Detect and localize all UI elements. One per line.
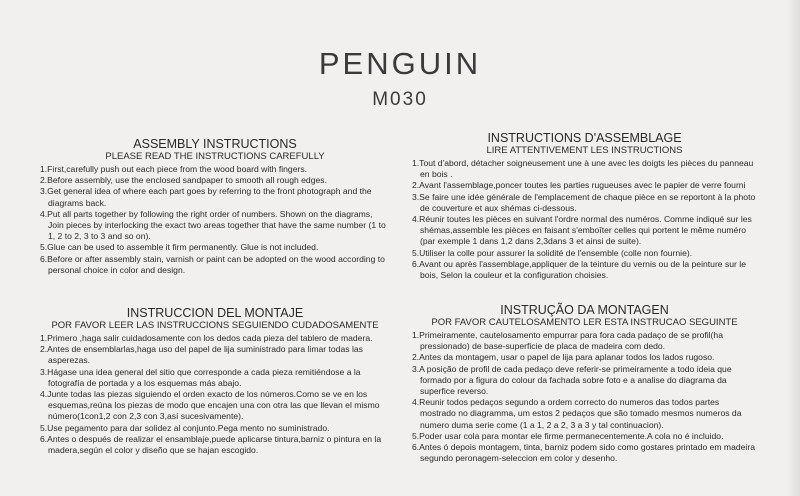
section-english	[40, 137, 390, 276]
list-item: 2.Avant l'assemblage,poncer toutes les parties rugueuses avec le papier de verre fourni	[412, 180, 746, 191]
list-item: 3.Get general idea of where each part goes by referring to the front photograph and the diagrams back.	[40, 186, 372, 208]
list-item: 4.Junte todas las piezas siguiendo el orden exacto de los números.Como se ve en los esquemas,reúna los piezas de modo que encajen una con otra las que llevan el mismo número(1con1,2 con 2,3 con 3,así sucesivamente).	[40, 389, 380, 422]
section-title: INSTRUÇÃO DA MONTAGEN	[500, 303, 669, 317]
list-item: 1.Primero ,haga salir cuidadosamente con los dedos cada pieza del tablero de madera.	[40, 333, 373, 343]
instruction-list	[412, 330, 757, 464]
list-item: 5.Poder usar cola para montar ele firme permanecentemente.A cola no é incluido.	[412, 430, 724, 441]
section-subtitle: POR FAVOR CAUTELOSAMENTO LER ESTA INSTRUCAO SEGUINTE	[431, 317, 738, 328]
list-item: 3.Hágase una idea general del sitio que corresponde a cada pieza remitiéndose a la fotografía de portada y a los esquemas más abajo.	[40, 366, 361, 388]
list-item: 5.Utiliser la colle pour assurer la solidité de l'ensemble (colle non fournie).	[412, 247, 693, 258]
instruction-list	[412, 158, 757, 281]
section-subtitle: PLEASE READ THE INSTRUCTIONS CAREFULLY	[105, 151, 325, 162]
section-subtitle: LIRE ATTENTIVEMENT LES INSTRUCTIONS	[486, 145, 683, 156]
list-item: 2.Antes de ensemblarlas,haga uso del papel de lija suministrado para limar todas las asperezas.	[40, 344, 363, 366]
list-item: 2.Antes da montagem, usar o papel de lija para aplanar todos los lados rugoso.	[412, 352, 715, 363]
list-item: 6.Antes ó depois montagem, tinta, barniz podem sido como gostares printado em madeira segundo peronagem-seleccion em color y desenho.	[412, 442, 755, 464]
section-title: INSTRUCTIONS D'ASSEMBLAGE	[487, 131, 682, 145]
product-title: PENGUIN	[318, 46, 482, 81]
list-item: 4.Reunir todos pedaços segundo a ordem correcto do numeros das todos partes mostrado no diagramma, um estos 2 pedaços que são tomado mesmos numeros da numero duma serie come (1 a 1, 2 a 2, 3 a 3 y tal continuacion).	[412, 397, 742, 430]
list-item: 3.Se faire une idée générale de l'emplacement de chaque pièce en se reportont à la photo de couverture et aux shémas ci-dessous.	[412, 191, 756, 213]
section-portuguese	[412, 303, 757, 464]
list-item: 6.Avant ou après l'assemblage,appliquer de la teinture du vernis ou de la peinture sur le bois, Selon la couleur et la configuration choisies.	[412, 258, 746, 281]
list-item: 1.Tout d'abord, détacher soigneusement une à une avec les doigts les pièces du panneau en bois .	[412, 158, 754, 180]
section-french	[412, 131, 757, 281]
instruction-list	[40, 333, 390, 456]
list-item: 1.First,carefully push out each piece from the wood board with fingers.	[40, 164, 308, 174]
instruction-list	[40, 164, 390, 276]
section-spanish	[40, 306, 390, 456]
section-subtitle: POR FAVOR LEER LAS INSTRUCCIONS SEGUIENDO CUDADOSAMENTE	[51, 320, 379, 331]
section-title: ASSEMBLY INSTRUCTIONS	[133, 137, 297, 151]
list-item: 6.Before or after assembly stain, varnish or paint can be adopted on the wood according to personal choice in color and design.	[40, 253, 385, 275]
list-item: 6.Antes o después de realizar el ensamblaje,puede aplicarse tintura,barniz o pintura en la madera,según el color y diseño que se hajan escogido.	[40, 433, 382, 456]
list-item: 1.Primeiramente, cautelosamento empurrar para fora cada padaço de se profil(ha pressionado) de base-superficie de placa de madeira com dedo.	[412, 330, 723, 352]
scan-edge-shadow	[786, 0, 800, 496]
list-item: 4.Réunir toutes les pièces en suivant l'ordre normal des numéros. Comme indiqué sur les shémas,assemble les pièces en faisant s'emboîter celles qui portent le même numéro (par exemple 1 dans 1,2 dans 2,3dans 3 et ainsi de suite).	[412, 214, 752, 247]
list-item: 3.A posição de profil de cada pedaço deve referir-se primeiramente a todo ideia que formado por a figura do colour da fachada sobre foto e a analise do diagrama da superfice reverso.	[412, 363, 732, 397]
section-title: INSTRUCCION DEL MONTAJE	[126, 306, 304, 320]
list-item: 2.Before assembly, use the enclosed sandpaper to smooth all rough edges.	[40, 175, 327, 186]
list-item: 5.Use pegamento para dar solidez al conjunto.Pega mento no suministrado.	[40, 422, 330, 433]
model-number: M030	[372, 89, 428, 110]
list-item: 4.Put all parts together by following the right order of numbers. Shown on the diagrams, Join pieces by interlocking the exact two areas together that have the same number (1 to 1, 2 to 2, 3 to 3 and so on).	[40, 208, 386, 242]
list-item: 5.Glue can be used to assemble it firm permanently. Glue is not included.	[40, 242, 319, 253]
